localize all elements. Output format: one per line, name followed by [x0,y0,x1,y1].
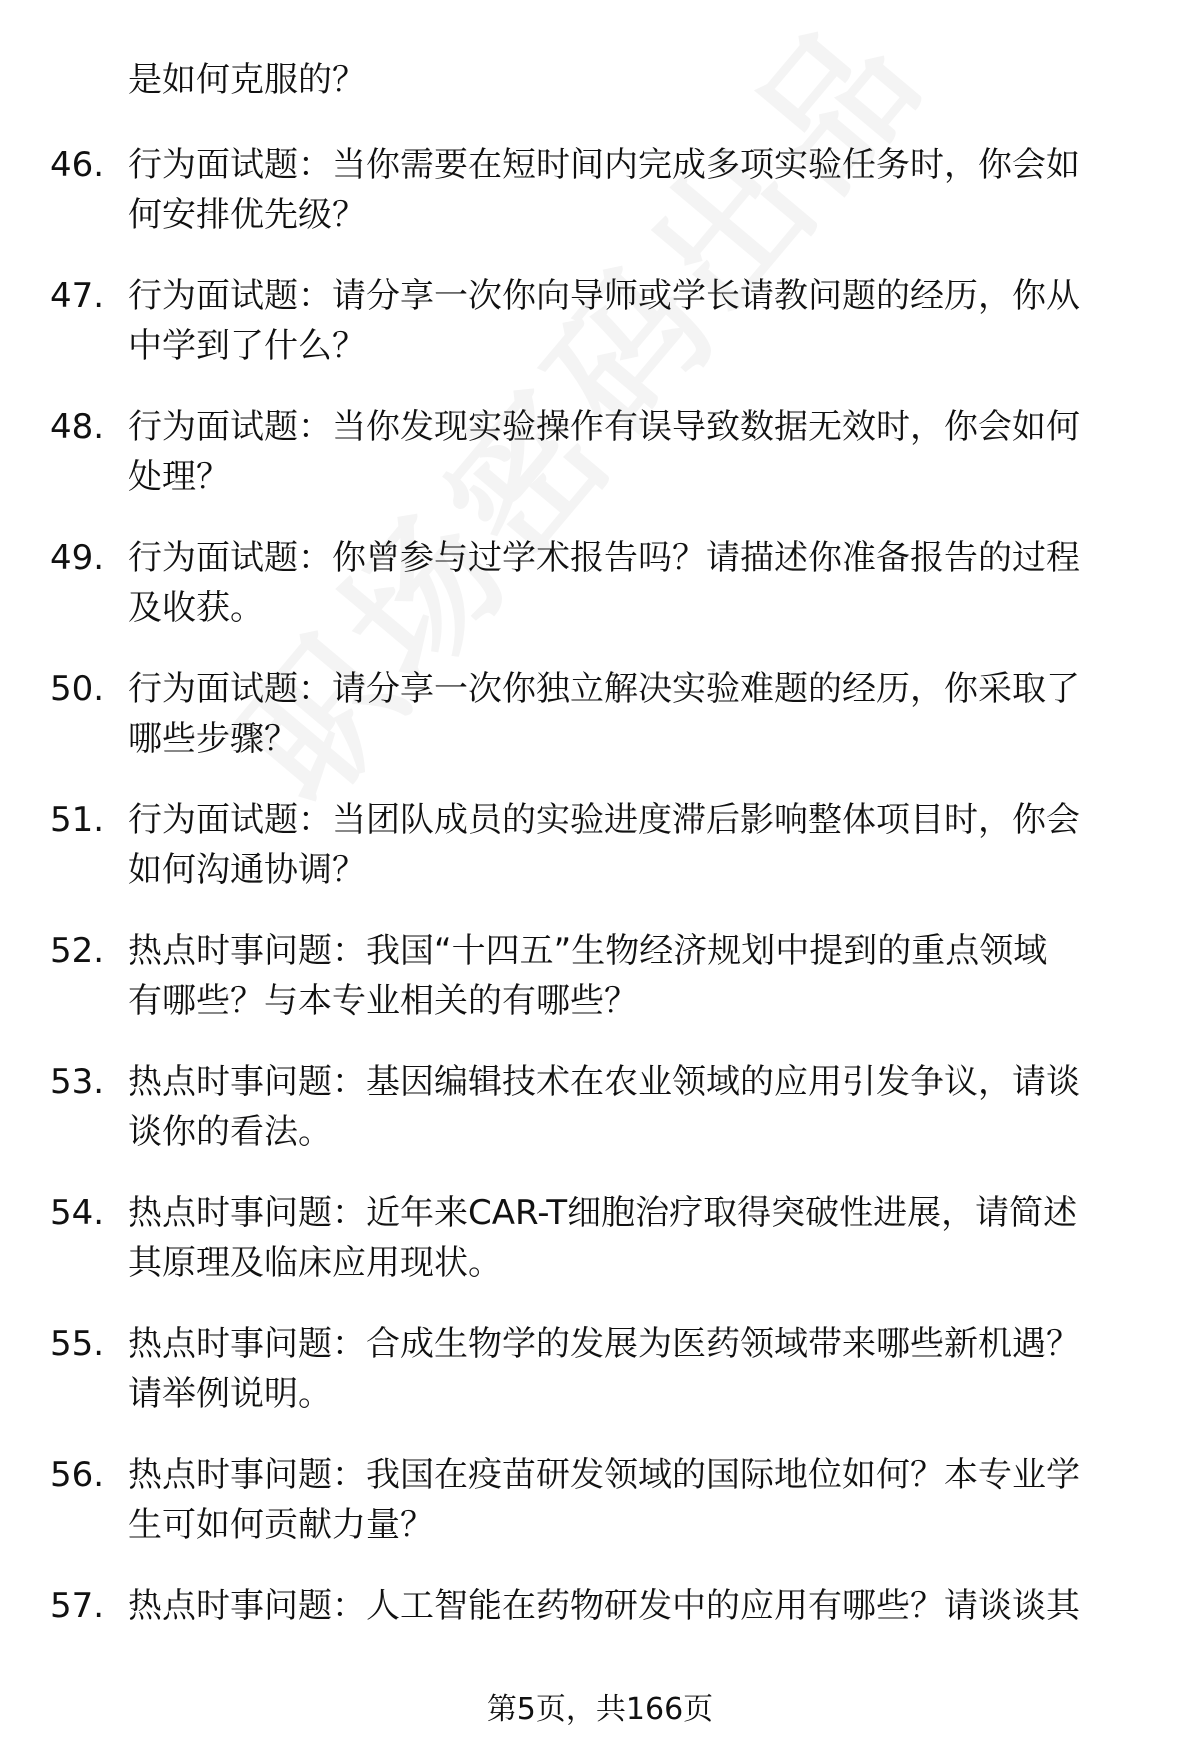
question-text: 热点时事问题：我国“十四五”生物经济规划中提到的重点领域 有哪些？与本专业相关的有哪些？ [128,931,1048,1021]
question-number: 49. [50,538,105,578]
question-number: 56. [50,1455,105,1495]
question-number: 52. [50,931,105,971]
question-number: 53. [50,1062,105,1102]
question-item [0,1319,1200,1450]
question-number: 54. [50,1193,105,1233]
question-item [0,402,1200,533]
question-text: 行为面试题：请分享一次你独立解决实验难题的经历，你采取了 哪些步骤？ [128,669,1080,759]
question-number: 55. [50,1324,105,1364]
question-item [0,1188,1200,1319]
question-number: 46. [50,145,105,185]
question-item [0,795,1200,926]
question-text: 行为面试题：请分享一次你向导师或学长请教问题的经历，你从 中学到了什么？ [128,276,1080,366]
page-footer: 第5页，共166页 [486,1692,714,1727]
question-text: 热点时事问题：人工智能在药物研发中的应用有哪些？请谈谈其 [128,1586,1080,1626]
question-text: 行为面试题：当你发现实验操作有误导致数据无效时，你会如何 处理？ [128,407,1080,497]
question-text: 行为面试题：当你需要在短时间内完成多项实验任务时，你会如 何安排优先级？ [128,145,1080,235]
continuation-line: 是如何克服的？ [128,60,366,100]
question-item [0,533,1200,664]
question-number: 51. [50,800,105,840]
question-text: 热点时事问题：合成生物学的发展为医药领域带来哪些新机遇？ 请举例说明。 [128,1324,1080,1414]
question-item [0,926,1200,1057]
question-text: 热点时事问题：我国在疫苗研发领域的国际地位如何？本专业学 生可如何贡献力量？ [128,1455,1080,1545]
question-number: 47. [50,276,105,316]
question-item [0,271,1200,402]
question-item [0,664,1200,795]
question-text: 热点时事问题：近年来CAR-T细胞治疗取得突破性进展，请简述 其原理及临床应用现状。 [128,1193,1078,1283]
question-number: 50. [50,669,105,709]
question-item [0,140,1200,271]
question-list [0,140,1200,1712]
question-item [0,1450,1200,1581]
question-text: 热点时事问题：基因编辑技术在农业领域的应用引发争议，请谈 谈你的看法。 [128,1062,1080,1152]
question-text: 行为面试题：当团队成员的实验进度滞后影响整体项目时，你会 如何沟通协调？ [128,800,1080,890]
question-text: 行为面试题：你曾参与过学术报告吗？请描述你准备报告的过程 及收获。 [128,538,1080,628]
question-number: 48. [50,407,105,447]
question-item [0,1057,1200,1188]
question-number: 57. [50,1586,105,1626]
